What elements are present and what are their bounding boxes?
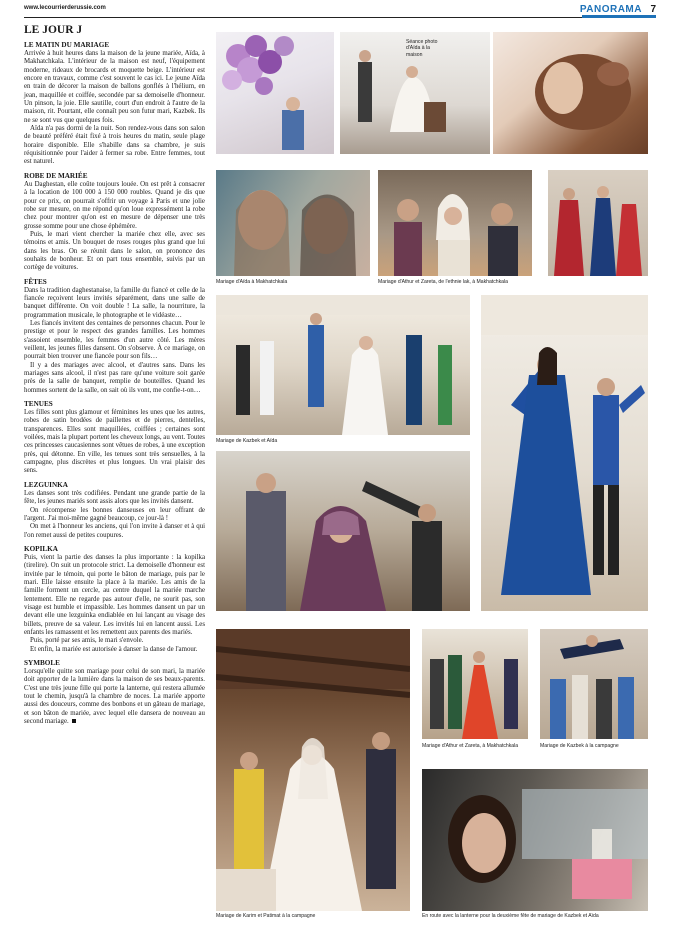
section-heading: ROBE DE MARIÉE bbox=[24, 171, 88, 180]
photo-bride-kopilka bbox=[216, 629, 410, 911]
caption-mariage-athur-zareta-1: Mariage d'Athur et Zareta, de l'ethnie lak, à Makhatchkala bbox=[378, 279, 508, 285]
caption-en-route: En route avec la lanterne pour la deuxième fête de mariage de Kazbek et Aïda bbox=[422, 913, 599, 919]
photo-hair-closeup bbox=[493, 32, 648, 154]
article-column bbox=[24, 24, 205, 726]
caption-mariage-kazbek-campagne: Mariage de Kazbek à la campagne bbox=[540, 743, 619, 749]
bride-illustration bbox=[216, 629, 410, 911]
photo-red-dress-dancer bbox=[422, 629, 528, 739]
dancers-illustration bbox=[548, 170, 648, 276]
section-heading: TENUES bbox=[24, 400, 53, 409]
paragraph: Au Daghestan, elle coûte toujours louée. On est prêt à consacrer à la location de 100 000 à 150 000 roubles. Quand je dis que pour ce prix, on pourrait s'offrir un voyage à Paris et une jolie robe sur mesure, on me répond qu'on loue expressément la robe chez pour montrer qu'on est en mesure de dépenser une très grosse somme pour une chose éphémère. bbox=[24, 180, 205, 230]
dance-floor-illustration bbox=[216, 295, 470, 435]
paragraph: Puis, porté par ses amis, le mari s'envole. bbox=[30, 637, 144, 645]
article-title: LE JOUR J bbox=[24, 24, 83, 36]
paragraph: Il y a des mariages avec alcool, et d'autres sans. Dans les mariages sans alcool, il n'est pas rare qu'une voiture soit garée près de la salle de banquet, remplie de bouteilles. Quand les hommes sortent de la salle, on sait où ils vont, me confie-t-on… bbox=[24, 361, 205, 394]
photo-lantern-car bbox=[422, 769, 648, 911]
old-woman-illustration bbox=[216, 451, 470, 611]
paragraph: Puis, le mari vient chercher la mariée chez elle, avec ses témoins et amis. Un bouquet de roses rouges plus grand que lui dans les bras. On se réunit dans le salon, on prononce des souhaits de bonheur. Et on part tous ensemble, suivis par un cortège de voitures. bbox=[24, 230, 205, 272]
section-title: PANORAMA bbox=[579, 4, 642, 15]
section-heading: LEZGUINKA bbox=[24, 480, 68, 489]
photo-women-dancing bbox=[548, 170, 648, 276]
red-dress-illustration bbox=[422, 629, 528, 739]
website-url: www.lecourrierderussie.com bbox=[24, 5, 106, 11]
groom-carried-illustration bbox=[540, 629, 648, 739]
caption-mariage-karim-patimat: Mariage de Karim et Patimat à la campagne bbox=[216, 913, 316, 919]
portrait-illustration bbox=[216, 170, 370, 276]
paragraph: Arrivée à huit heures dans la maison de la jeune mariée, Aïda, à Makhatchkala. L'intérieur de la maison est neuf, l'équipement moderne, rideaux de brocards et moquette beige. L'intérieur est encore en travaux, comme c'est souvent le cas ici. Le jeune Aïda en train de décorer la maison de ballons gonflés à l'hélium, en jean, maquillée et coiffée, secondée par sa demoiselle d'honneur. Un pinson, la joie. Elle sautille, court d'un endroit à l'autre de la maison, rit. Pourtant, elle connaît peu son futur mari, Kazbek. Ils ne se sont vus que quelques fois. bbox=[24, 50, 205, 124]
caption-seance-photo: Séance photo d'Aïda à la maison bbox=[406, 39, 438, 58]
caption-mariage-kazbek-aida: Mariage de Kazbek et Aïda bbox=[216, 438, 278, 444]
header-rule bbox=[24, 17, 656, 18]
end-of-article-mark bbox=[72, 719, 76, 723]
photo-groom-carried bbox=[540, 629, 648, 739]
paragraph: Les danses sont très codifiées. Pendant une grande partie de la fête, les jeunes mariés sont assis alors que les invités dansent. bbox=[24, 489, 205, 506]
photo-guests-veiled bbox=[378, 170, 532, 276]
paragraph: Les fiancés invitent des centaines de personnes chacun. Pour le prestige et pour le respect des grandes familles. Les hommes s'assoient ensemble, les femmes d'un autre côté. Les mères veillent, les jeunes filles dansent. On s'observe. À ce mariage, on pourrait bien trouver une fiancée pour son fils… bbox=[24, 319, 205, 361]
paragraph: Les filles sont plus glamour et féminines les unes que les autres, robes de satin brodées de paillettes et de pierres, dentelles, transparences. Elles sont maquillées, coiffées ; certaines sont voilées, mais la plupart portent les cheveux longs, au vent. Toutes ces princesses caucasiennes sont vêtues de robes, à une exception près, qui détonne. En ville, les tenues sont très sensuelles, à la campagne, plus discrètes et plus longues. Un vrai plaisir des sens. bbox=[24, 409, 205, 475]
paragraph: Et enfin, la mariée est autorisée à danser la danse de l'amour. bbox=[30, 645, 198, 653]
section-heading: LE MATIN DU MARIAGE bbox=[24, 41, 110, 49]
section-heading: KOPILKA bbox=[24, 544, 58, 553]
paragraph: Aïda n'a pas dormi de la nuit. Son rendez-vous dans son salon de beauté préféré était fixé à trois heures du matin, seule plage horaire disponible. Elle s'habille dans sa chambre, je suis réquisitionnée pour l'aider à fermer sa robe. Entre femmes, tout est naturel. bbox=[24, 125, 205, 166]
balloons-illustration bbox=[216, 32, 334, 154]
section-heading: SYMBOLE bbox=[24, 659, 60, 667]
guests-illustration bbox=[378, 170, 532, 276]
section-heading: FÊTES bbox=[24, 277, 47, 286]
photo-couple-dancing bbox=[481, 295, 648, 611]
caption-mariage-aida: Mariage d'Aïda à Makhatchkala bbox=[216, 279, 288, 285]
couple-illustration bbox=[481, 295, 648, 611]
paragraph-text: Lorsqu'elle quitte son mariage pour celui de son mari, la mariée doit apporter de la lumière dans la maison de ses beaux-parents. C'est une très jeune fille qui porte la lanterne, qui restera allumée tout le chemin, jusqu'à la chambre de noces. La mariée apporte aussi des douceurs, comme des bonbons et un gâteau de mariage, et son bâton de mariée, avec lequel elle dansera de nouveau au second mariage. bbox=[24, 668, 205, 726]
photo-aida-portrait bbox=[216, 170, 370, 276]
page-number: 7 bbox=[650, 4, 656, 15]
lantern-car-illustration bbox=[422, 769, 648, 911]
page-header bbox=[24, 4, 656, 18]
photo-old-woman-dancing bbox=[216, 451, 470, 611]
photo-dance-floor bbox=[216, 295, 470, 435]
paragraph: On récompense les bonnes danseuses en leur offrant de l'argent. J'ai moi-même gagné beaucoup, ce jour-là ! bbox=[24, 506, 205, 522]
section-accent-bar bbox=[582, 15, 656, 18]
photo-balloons bbox=[216, 32, 334, 154]
paragraph: Dans la tradition daghestanaise, la famille du fiancé et celle de la fiancée reçoivent leurs invités séparément, dans une salle de banquet différente. On voit double ! La salle, la nourriture, la programmation musicale, le photographe et le vidéaste… bbox=[24, 286, 205, 319]
paragraph: Puis, vient la partie des danses la plus importante : la kopilka (tirelire). On suit un protocole strict. La demoiselle d'honneur est invitée par le témoin, qui porte le bâton de mariage, puis par le mari. Elle laisse ensuite la place à la mariée. Les amis de la famille forment un cercle, au centre duquel la mariée marche lentement. Elle ne regarde pas autour d'elle, ne sourit pas, son visage est humble et impassible. Les hommes dansent un par un devant elle une lezguinka endiablée en lui lançant au visage des billets, preuve de sa valeur. Les invités lui en lancent aussi. Les enfants les ramassent et les remettent aux parents des mariés. bbox=[24, 553, 205, 636]
paragraph bbox=[24, 668, 205, 726]
paragraph: On met à l'honneur les anciens, qui l'on invite à danser et à qui l'on remet aussi de petites coupures. bbox=[24, 523, 205, 539]
hair-illustration bbox=[493, 32, 648, 154]
caption-mariage-athur-zareta-2: Mariage d'Athur et Zareta, à Makhatchkala bbox=[422, 743, 519, 749]
